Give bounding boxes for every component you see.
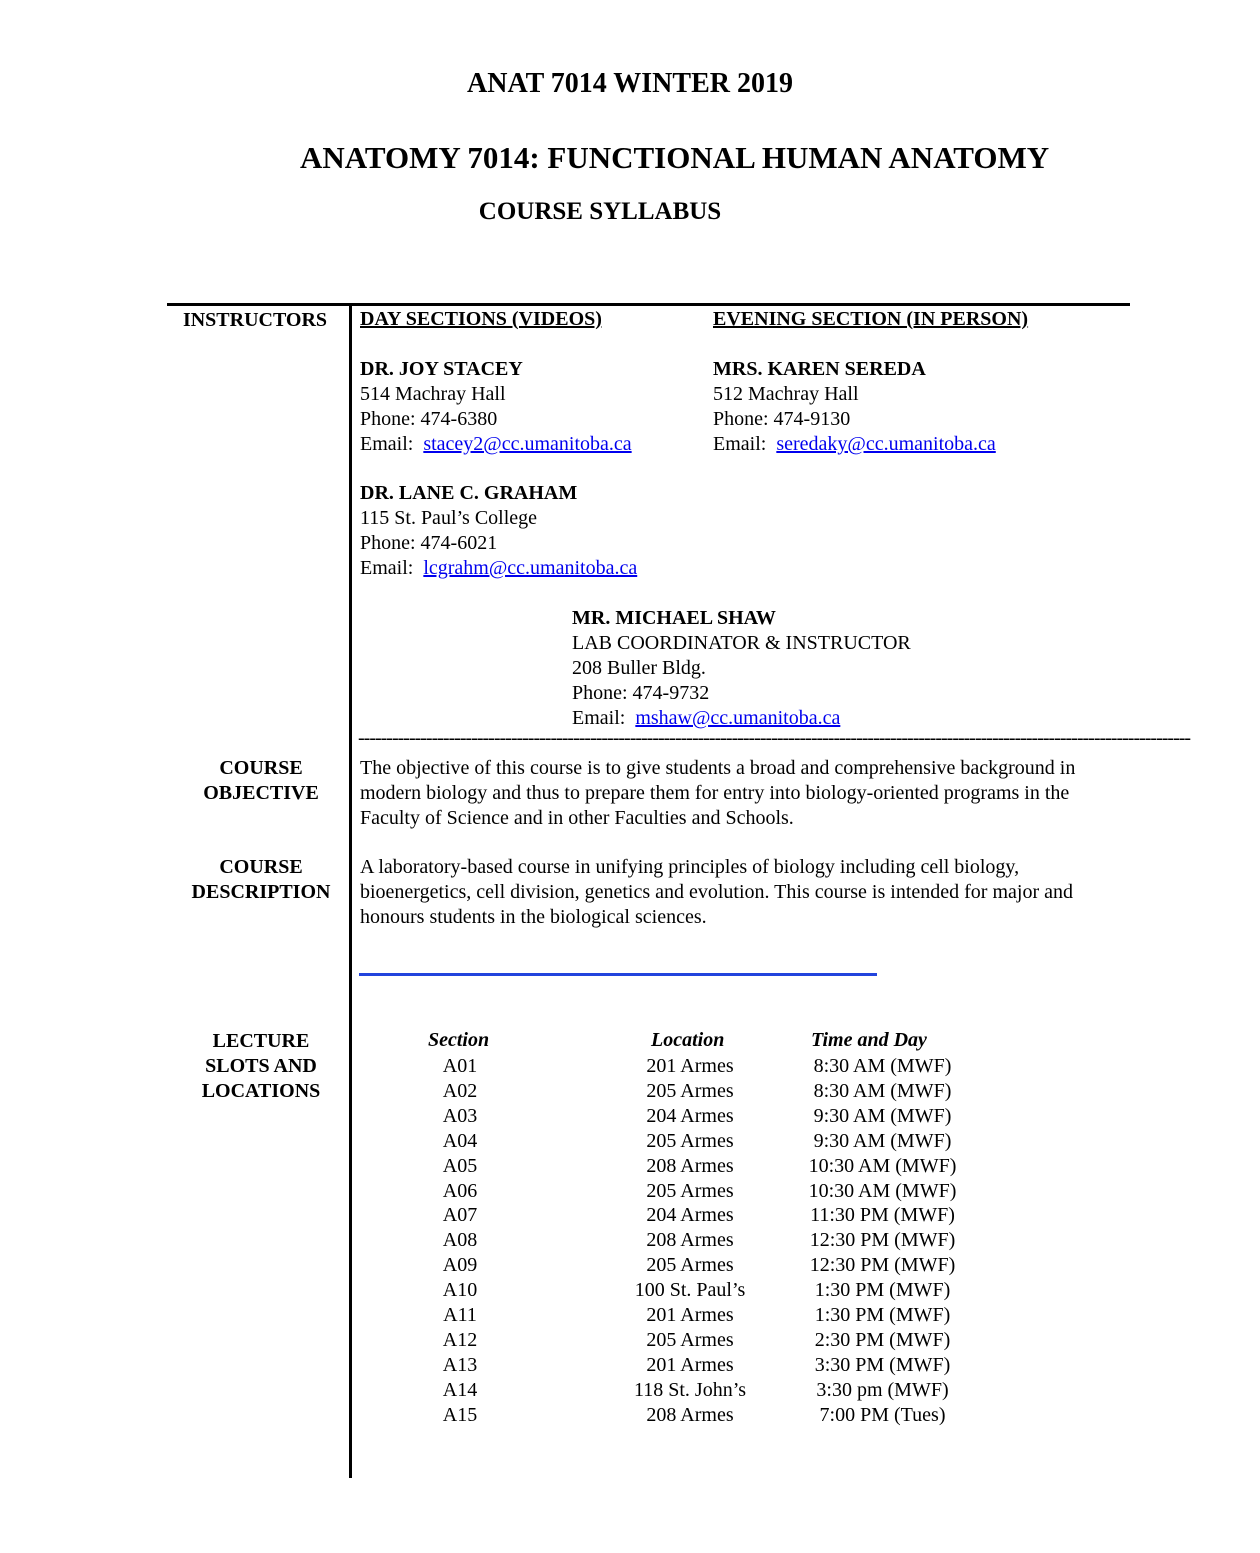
lecture-row-section: A02 xyxy=(442,1079,478,1102)
lecture-row-section: A12 xyxy=(442,1328,478,1351)
instructor-email-line xyxy=(360,432,632,457)
email-label: Email: xyxy=(713,433,767,455)
course-title: ANATOMY 7014: FUNCTIONAL HUMAN ANATOMY xyxy=(300,140,1050,175)
label-line: DESCRIPTION xyxy=(191,881,331,903)
email-label: Email: xyxy=(360,433,414,455)
instructor-email-line xyxy=(360,556,637,581)
lecture-row-time: 8:30 AM (MWF) xyxy=(813,1079,952,1102)
lecture-row-location: 205 Armes xyxy=(646,1129,734,1152)
time-column-header: Time and Day xyxy=(811,1029,927,1051)
email-link[interactable]: lcgrahm@cc.umanitoba.ca xyxy=(423,557,638,579)
lecture-row-location: 118 St. John’s xyxy=(633,1378,747,1401)
lecture-row-location: 208 Armes xyxy=(646,1403,734,1426)
instructor-phone: Phone: 474-9732 xyxy=(572,682,710,704)
email-link[interactable]: stacey2@cc.umanitoba.ca xyxy=(423,433,632,455)
lecture-row-time: 11:30 PM (MWF) xyxy=(810,1204,955,1227)
course-objective-label xyxy=(172,756,350,806)
lecture-row-section: A11 xyxy=(443,1304,477,1326)
lecture-row-section: A09 xyxy=(442,1254,478,1277)
lecture-row-location: 205 Armes xyxy=(646,1079,734,1102)
course-description-text: A laboratory-based course in unifying principles of biology including cell biology, bioenergetics, cell division, genetics and evolution. This course is intended for major and honours students in the biological sciences. xyxy=(360,856,1073,928)
location-column-header: Location xyxy=(651,1029,725,1051)
lecture-row-time: 12:30 PM (MWF) xyxy=(809,1254,956,1277)
course-description-label xyxy=(172,855,350,905)
email-link[interactable]: seredaky@cc.umanitoba.ca xyxy=(776,433,996,455)
lecture-row-location: 100 St. Paul’s xyxy=(634,1279,746,1302)
instructor-name: MR. MICHAEL SHAW xyxy=(572,607,776,629)
instructor-phone: Phone: 474-6021 xyxy=(360,532,498,554)
lecture-row-location: 201 Armes xyxy=(646,1304,734,1326)
lecture-row-time: 1:30 PM (MWF) xyxy=(814,1304,951,1326)
instructor-office: 512 Machray Hall xyxy=(713,383,859,405)
lecture-row-time: 3:30 PM (MWF) xyxy=(814,1353,951,1376)
lecture-row-time: 10:30 AM (MWF) xyxy=(808,1179,957,1202)
lecture-row-section: A13 xyxy=(442,1353,478,1376)
lecture-row-time: 7:00 PM (Tues) xyxy=(819,1403,946,1426)
course-code-title: ANAT 7014 WINTER 2019 xyxy=(467,68,793,99)
top-horizontal-rule xyxy=(167,303,1130,306)
course-objective-text: The objective of this course is to give students a broad and comprehensive background in modern biology and thus to prepare them for entry into biology-oriented programs in the Faculty of Science and in other Faculties and Schools. xyxy=(360,757,1076,829)
instructor-stacey xyxy=(360,357,632,457)
lecture-row-location: 204 Armes xyxy=(646,1104,734,1127)
lecture-row-time: 3:30 pm (MWF) xyxy=(816,1378,949,1401)
lecture-row-time: 12:30 PM (MWF) xyxy=(809,1229,956,1252)
lecture-row-section: A05 xyxy=(442,1154,478,1177)
instructor-name: DR. LANE C. GRAHAM xyxy=(360,482,578,504)
lecture-row-section: A01 xyxy=(442,1055,478,1077)
email-label: Email: xyxy=(360,557,414,579)
email-label: Email: xyxy=(572,707,626,729)
lecture-row-time: 2:30 PM (MWF) xyxy=(814,1328,951,1351)
label-line: LECTURE xyxy=(212,1030,310,1052)
instructor-name: MRS. KAREN SEREDA xyxy=(713,358,926,380)
lecture-row-location: 204 Armes xyxy=(646,1204,734,1227)
lecture-row-section: A10 xyxy=(442,1279,478,1302)
lecture-row-section: A15 xyxy=(442,1403,478,1426)
lecture-row-section: A14 xyxy=(442,1378,478,1401)
lecture-row-time: 10:30 AM (MWF) xyxy=(808,1154,957,1177)
evening-section-heading: EVENING SECTION (IN PERSON) xyxy=(713,308,1029,330)
lecture-row-section: A08 xyxy=(442,1229,478,1252)
lecture-row-location: 205 Armes xyxy=(646,1179,734,1202)
instructor-office: 208 Buller Bldg. xyxy=(572,657,706,679)
label-line: COURSE xyxy=(219,856,303,878)
instructor-email-line xyxy=(713,432,996,457)
label-line: COURSE xyxy=(219,757,303,779)
section-column-header: Section xyxy=(428,1029,490,1051)
instructor-role: LAB COORDINATOR & INSTRUCTOR xyxy=(572,632,911,654)
lecture-row-time: 8:30 AM (MWF) xyxy=(813,1055,952,1077)
label-line: OBJECTIVE xyxy=(203,782,319,804)
lecture-table-body xyxy=(0,1054,1200,1434)
instructor-shaw xyxy=(572,606,911,731)
document-title: COURSE SYLLABUS xyxy=(478,198,722,225)
lecture-row-time: 9:30 AM (MWF) xyxy=(813,1129,952,1152)
instructor-office: 115 St. Paul’s College xyxy=(360,507,538,529)
lecture-row-location: 201 Armes xyxy=(646,1353,734,1376)
blue-divider xyxy=(359,973,877,976)
lecture-row-location: 205 Armes xyxy=(646,1254,734,1277)
lecture-row-section: A03 xyxy=(442,1104,478,1127)
day-sections-heading: DAY SECTIONS (VIDEOS) xyxy=(360,308,602,330)
instructor-phone: Phone: 474-6380 xyxy=(360,408,498,430)
lecture-row-time: 9:30 AM (MWF) xyxy=(813,1104,952,1127)
instructor-name: DR. JOY STACEY xyxy=(360,358,523,380)
lecture-row-section: A06 xyxy=(442,1179,478,1202)
lecture-row-location: 205 Armes xyxy=(646,1328,734,1351)
lecture-row-location: 208 Armes xyxy=(646,1229,734,1252)
email-link[interactable]: mshaw@cc.umanitoba.ca xyxy=(635,707,841,729)
instructor-graham xyxy=(360,481,637,581)
lecture-row-section: A07 xyxy=(442,1204,478,1227)
instructor-office: 514 Machray Hall xyxy=(360,383,506,405)
lecture-row-section: A04 xyxy=(442,1129,478,1152)
label-line: LOCATIONS xyxy=(201,1080,321,1102)
lecture-row-time: 1:30 PM (MWF) xyxy=(814,1279,951,1302)
label-line: SLOTS AND xyxy=(205,1055,317,1077)
lecture-row-location: 208 Armes xyxy=(646,1154,734,1177)
instructors-label: INSTRUCTORS xyxy=(182,309,328,331)
lecture-row-location: 201 Armes xyxy=(646,1055,734,1077)
dashed-separator: --------------------------------------------------------------------------------------------------------------------------------------------------- xyxy=(358,727,1191,749)
instructor-sereda xyxy=(713,357,996,457)
instructor-phone: Phone: 474-9130 xyxy=(713,408,851,430)
